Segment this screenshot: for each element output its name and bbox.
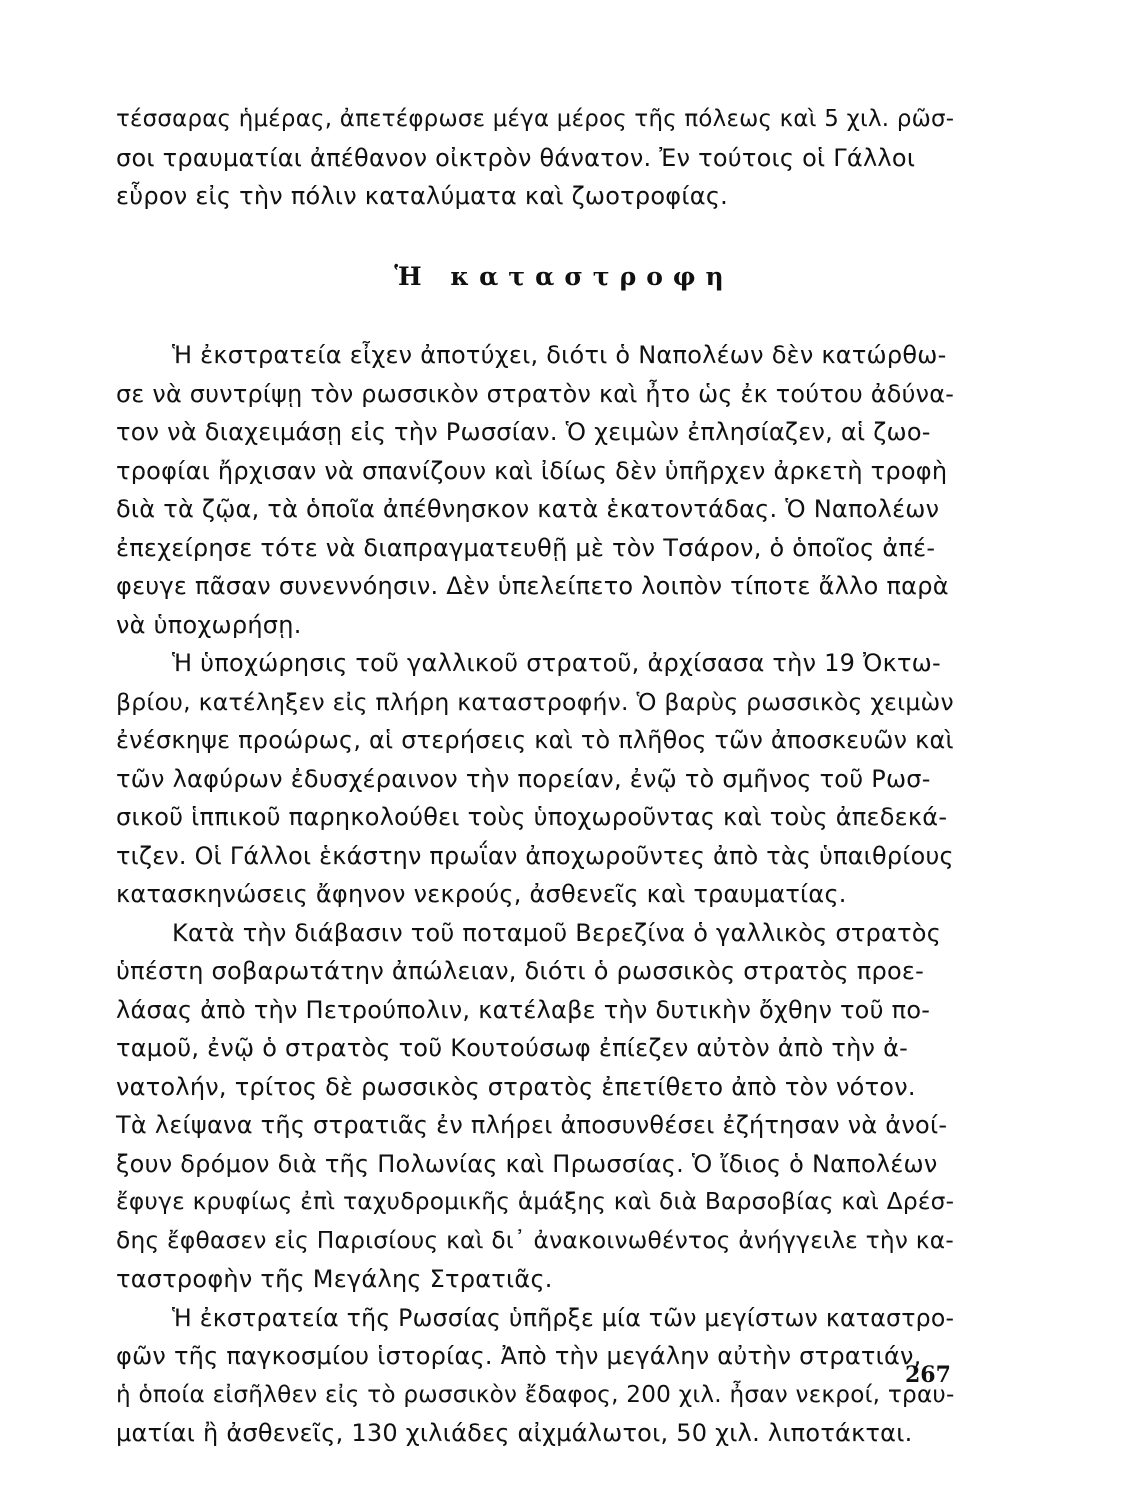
text-line: ἐνέσκηψε προώρως, αἱ στερήσεις καὶ τὸ πλῆθος τῶν ἀποσκευῶν καὶ xyxy=(116,726,954,754)
text-line: ὑπέστη σοβαρωτάτην ἀπώλειαν, διότι ὁ ρωσσικὸς στρατὸς προε- xyxy=(116,957,925,985)
text-line: τιζεν. Οἱ Γάλλοι ἑκάστην πρωΐαν ἀποχωροῦντες ἀπὸ τὰς ὑπαιθρίους xyxy=(116,841,954,870)
text-line: Ἡ ἐκστρατεία τῆς Ρωσσίας ὑπῆρξε μία τῶν μεγίστων καταστρο- xyxy=(172,1303,955,1332)
body-text xyxy=(116,336,954,1453)
text-line: βρίου, κατέληξεν εἰς πλήρη καταστροφήν. Ὁ βαρὺς ρωσσικὸς χειμὼν xyxy=(116,687,954,716)
text-line: ἔφυγε κρυφίως ἐπὶ ταχυδρομικῆς ἁμάξης καὶ διὰ Βαρσοβίας καὶ Δρέσ- xyxy=(116,1188,955,1215)
text-line: νατολήν, τρίτος δὲ ρωσσικὸς στρατὸς ἐπετίθετο ἀπὸ τὸν νότον. xyxy=(116,1072,916,1101)
text-line: τῶν λαφύρων ἐδυσχέραινον τὴν πορείαν, ἐνῷ τὸ σμῆνος τοῦ Ρωσ- xyxy=(116,764,931,793)
text-line: λάσας ἀπὸ τὴν Πετρούπολιν, κατέλαβε τὴν δυτικὴν ὄχθην τοῦ πο- xyxy=(116,995,931,1024)
text-line: εὗρον εἰς τὴν πόλιν καταλύματα καὶ ζωοτροφίας. xyxy=(116,182,729,210)
text-line: τέσσαρας ἡμέρας, ἀπετέφρωσε μέγα μέρος τῆς πόλεως καὶ 5 χιλ. ρῶσ- xyxy=(116,106,955,132)
text-line: σοι τραυματίαι ἀπέθανον οἰκτρὸν θάνατον. Ἐν τούτοις οἱ Γάλλοι xyxy=(116,143,916,172)
text-line: Ἡ ὑποχώρησις τοῦ γαλλικοῦ στρατοῦ, ἀρχίσασα τὴν 19 Ὀκτω- xyxy=(172,649,941,677)
section-heading: Ἡ καταστροφη xyxy=(394,262,734,291)
text-line: ματίαι ἢ ἀσθενεῖς, 130 χιλιάδες αἰχμάλωτοι, 50 χιλ. λιποτάκται. xyxy=(116,1419,913,1447)
text-line: Τὰ λείψανα τῆς στρατιᾶς ἐν πλήρει ἀποσυνθέσει ἐζήτησαν νὰ ἀνοί- xyxy=(116,1111,948,1139)
text-line: ταμοῦ, ἐνῷ ὁ στρατὸς τοῦ Κουτούσωφ ἐπίεζεν αὐτὸν ἀπὸ τὴν ἀ- xyxy=(116,1034,909,1062)
text-line: κατασκηνώσεις ἄφηνον νεκρούς, ἀσθενεῖς καὶ τραυματίας. xyxy=(116,880,847,908)
text-line: διὰ τὰ ζῷα, τὰ ὁποῖα ἀπέθνησκον κατὰ ἑκατοντάδας. Ὁ Ναπολέων xyxy=(116,495,940,523)
text-line: φευγε πᾶσαν συνεννόησιν. Δὲν ὑπελείπετο λοιπὸν τίποτε ἄλλο παρὰ xyxy=(116,572,949,600)
text-line: ἐπεχείρησε τότε νὰ διαπραγματευθῇ μὲ τὸν Τσάρον, ὁ ὁποῖος ἀπέ- xyxy=(116,533,936,562)
text-line: τροφίαι ἤρχισαν νὰ σπανίζουν καὶ ἰδίως δὲν ὑπῆρχεν ἀρκετὴ τροφὴ xyxy=(116,456,948,485)
text-line: δης ἔφθασεν εἰς Παρισίους καὶ δι᾽ ἀνακοινωθέντος ἀνήγγειλε τὴν κα- xyxy=(116,1226,954,1254)
text-line: Κατὰ τὴν διάβασιν τοῦ ποταμοῦ Βερεζίνα ὁ γαλλικὸς στρατὸς xyxy=(172,918,942,947)
text-line: σικοῦ ἱππικοῦ παρηκολούθει τοὺς ὑποχωροῦντας καὶ τοὺς ἀπεδεκά- xyxy=(116,803,948,831)
text-line: ταστροφὴν τῆς Μεγάλης Στρατιᾶς. xyxy=(116,1265,553,1293)
text-line: Ἡ ἐκστρατεία εἶχεν ἀποτύχει, διότι ὁ Ναπολέων δὲν κατώρθω- xyxy=(172,341,947,369)
text-line: ξουν δρόμον διὰ τῆς Πολωνίας καὶ Πρωσσίας. Ὁ ἴδιος ὁ Ναπολέων xyxy=(116,1149,938,1178)
text-line: ἡ ὁποία εἰσῆλθεν εἰς τὸ ρωσσικὸν ἔδαφος, 200 χιλ. ἦσαν νεκροί, τραυ- xyxy=(116,1381,955,1408)
text-line: σε νὰ συντρίψῃ τὸν ρωσσικὸν στρατὸν καὶ ἦτο ὡς ἐκ τούτου ἀδύνα- xyxy=(116,379,955,408)
text-line: νὰ ὑποχωρήσῃ. xyxy=(116,610,302,639)
page-number: 267 xyxy=(905,1362,951,1388)
intro-paragraph xyxy=(116,100,954,216)
text-line: φῶν τῆς παγκοσμίου ἱστορίας. Ἀπὸ τὴν μεγάλην αὐτὴν στρατιάν, xyxy=(116,1342,922,1370)
text-line: τον νὰ διαχειμάσῃ εἰς τὴν Ρωσσίαν. Ὁ χειμὼν ἐπλησίαζεν, αἱ ζωο- xyxy=(116,418,931,446)
